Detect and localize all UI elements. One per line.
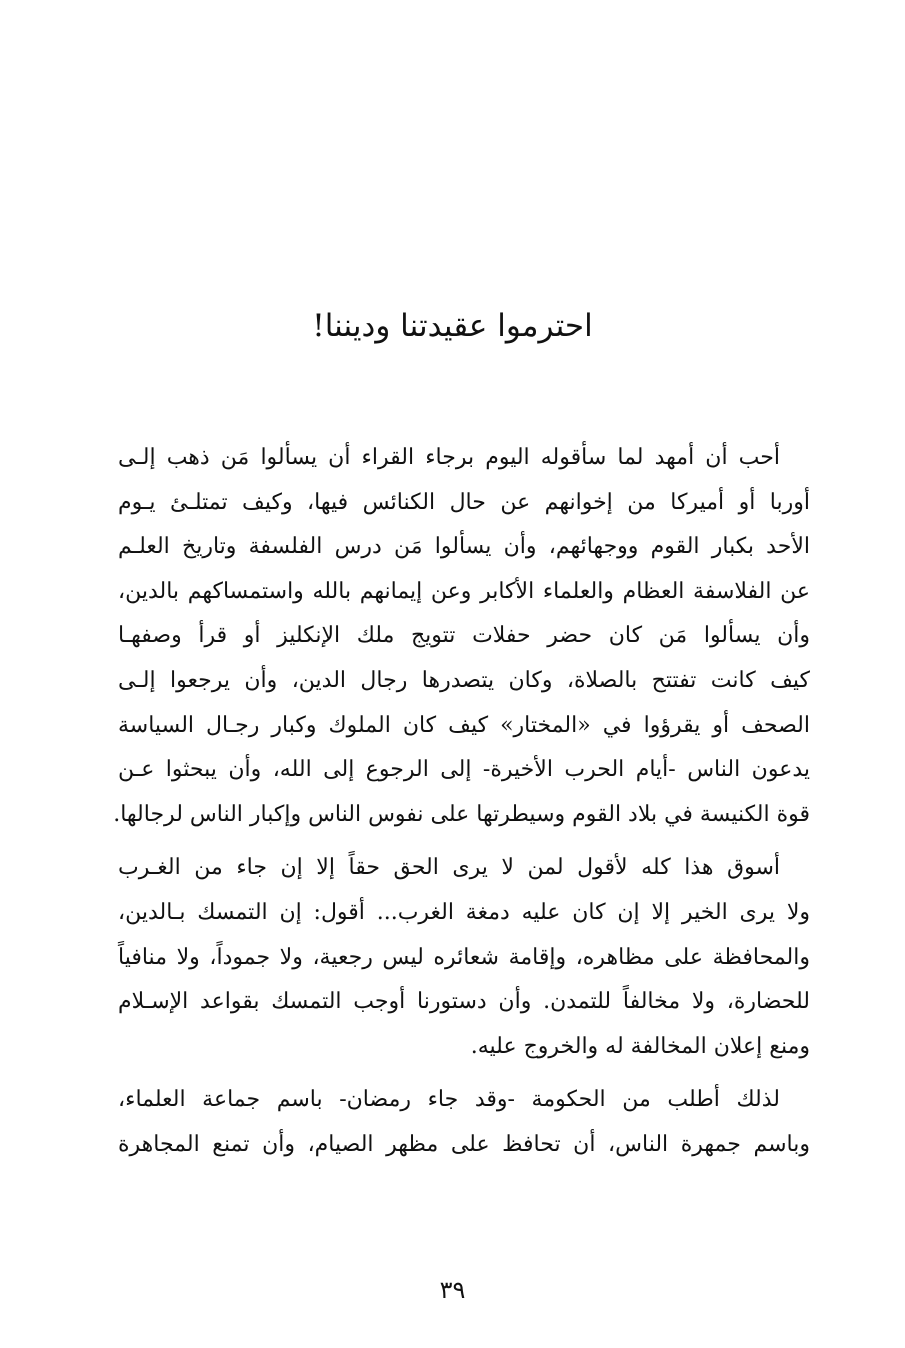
- text-line: ولا يرى الخير إلا إن كان عليه دمغة الغرب... أقول: إن التمسك بـالدين،: [118, 899, 810, 925]
- text-line: أوربا أو أميركا من إخوانهم عن حال الكنائس فيها، وكيف تمتلـئ يـوم: [118, 489, 810, 515]
- page-number: ٣٩: [439, 1276, 466, 1304]
- text-line: لذلك أطلب من الحكومة -وقد جاء رمضان- باسم جماعة العلماء،: [118, 1087, 780, 1113]
- text-line: وأن يسألوا مَن كان حضر حفلات تتويج ملك الإنكليز أو قرأ وصفهـا: [118, 623, 810, 649]
- text-line: ومنع إعلان المخالفة له والخروج عليه.: [470, 1033, 810, 1059]
- paragraph-1: [113, 436, 810, 837]
- paragraph-3: [118, 1078, 810, 1167]
- text-line: للحضارة، ولا مخالفاً للتمدن. وأن دستورنا أوجب التمسك بقواعد الإسـلام: [118, 989, 810, 1015]
- text-line: وباسم جمهرة الناس، أن تحافظ على مظهر الصيام، وأن تمنع المجاهرة: [118, 1131, 810, 1157]
- text-line: الأحد بكبار القوم ووجهائهم، وأن يسألوا مَن درس الفلسفة وتاريخ العلـم: [118, 534, 810, 560]
- text-line: أحب أن أمهد لما سأقوله اليوم برجاء القراء أن يسألوا مَن ذهب إلـى: [118, 445, 780, 470]
- text-line: الصحف أو يقرؤوا في «المختار» كيف كان الملوك وكبار رجـال السياسة: [118, 712, 810, 738]
- article-body: [113, 436, 810, 1168]
- text-line: أسوق هذا كله لأقول لمن لا يرى الحق حقاً إلا إن جاء من الغـرب: [118, 855, 780, 881]
- text-line: عن الفلاسفة العظام والعلماء الأكابر وعن إيمانهم بالله واستمساكهم بالدين،: [118, 578, 810, 604]
- paragraph-2: [118, 846, 810, 1069]
- text-line: كيف كانت تفتتح بالصلاة، وكان يتصدرها رجال الدين، وأن يرجعوا إلـى: [118, 667, 810, 693]
- text-line: والمحافظة على مظاهره، وإقامة شعائره ليس رجعية، ولا جموداً، ولا منافياً: [118, 944, 810, 970]
- text-line: يدعون الناس -أيام الحرب الأخيرة- إلى الرجوع إلى الله، وأن يبحثوا عـن: [118, 757, 810, 783]
- text-line: قوة الكنيسة في بلاد القوم وسيطرتها على نفوس الناس وإكبار الناس لرجالها.: [113, 801, 810, 827]
- page-title: احترموا عقيدتنا وديننا!: [312, 308, 593, 344]
